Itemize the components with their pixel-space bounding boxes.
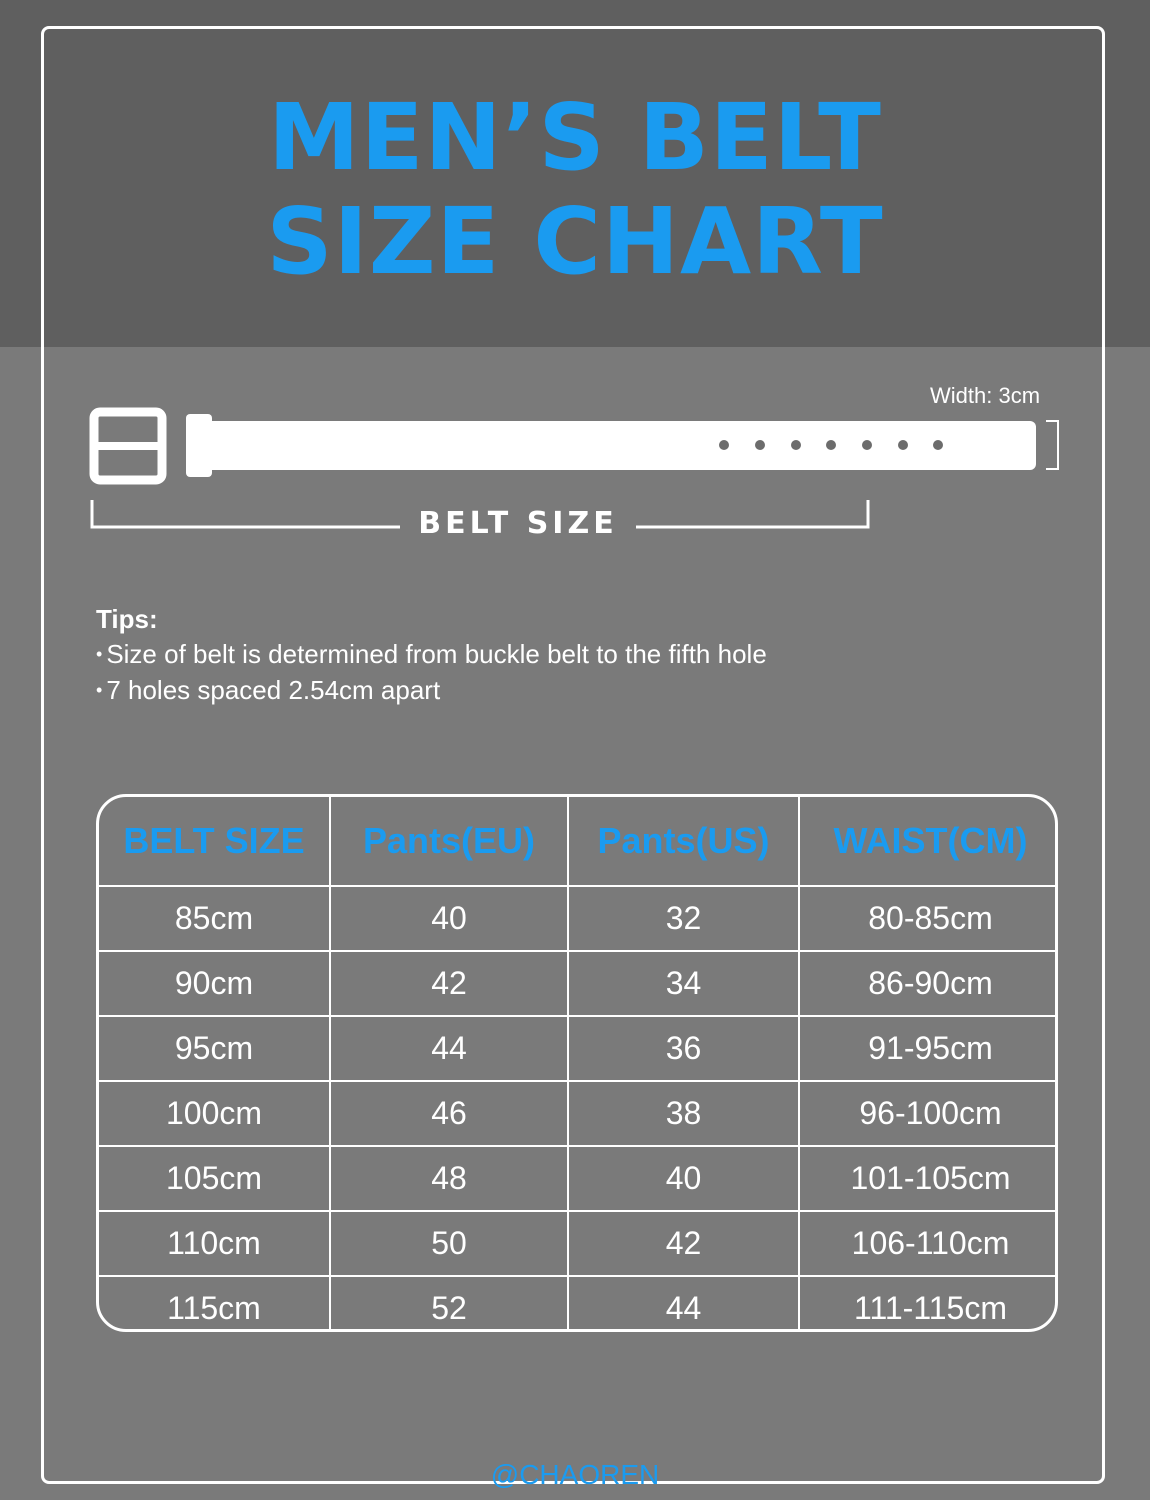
cell-pants-us: 36 [568, 1016, 799, 1081]
table-row [99, 1146, 1058, 1211]
cell-pants-us: 38 [568, 1081, 799, 1146]
table-header-row [99, 797, 1058, 886]
belt-hole [898, 440, 908, 450]
cell-waist: 80-85cm [799, 886, 1058, 951]
cell-pants-us: 40 [568, 1146, 799, 1211]
width-bracket [1046, 421, 1058, 469]
cell-waist: 111-115cm [799, 1276, 1058, 1332]
bullet-icon: • [96, 680, 103, 700]
cell-waist: 91-95cm [799, 1016, 1058, 1081]
belt-keeper [186, 414, 212, 477]
cell-belt-size: 100cm [99, 1081, 330, 1146]
header-waist-cm: WAIST(CM) [799, 797, 1058, 886]
tip-text: Size of belt is determined from buckle belt to the fifth hole [106, 639, 767, 669]
belt-strap [186, 421, 1036, 470]
cell-pants-us: 34 [568, 951, 799, 1016]
tip-item [96, 636, 767, 672]
cell-pants-eu: 42 [330, 951, 568, 1016]
belt-hole [755, 440, 765, 450]
cell-pants-us: 32 [568, 886, 799, 951]
brand-watermark: @CHAOREN [490, 1459, 660, 1490]
belt-hole [826, 440, 836, 450]
cell-belt-size: 95cm [99, 1016, 330, 1081]
cell-pants-us: 44 [568, 1276, 799, 1332]
size-chart-table [96, 794, 1058, 1332]
table-row [99, 1081, 1058, 1146]
header-belt-size: BELT SIZE [99, 797, 330, 886]
cell-pants-eu: 46 [330, 1081, 568, 1146]
tip-item [96, 672, 767, 708]
tips-title: Tips: [96, 604, 158, 634]
belt-hole [862, 440, 872, 450]
header-pants-us: Pants(US) [568, 797, 799, 886]
size-dimension-left [92, 500, 400, 527]
title-line-2: SIZE CHART [266, 188, 884, 295]
cell-waist: 101-105cm [799, 1146, 1058, 1211]
table-row [99, 1276, 1058, 1332]
cell-pants-eu: 40 [330, 886, 568, 951]
table-row [99, 1211, 1058, 1276]
tips-section [96, 602, 767, 708]
table-row [99, 951, 1058, 1016]
belt-hole [791, 440, 801, 450]
belt-size-label: BELT SIZE [418, 506, 618, 541]
cell-waist: 96-100cm [799, 1081, 1058, 1146]
cell-waist: 86-90cm [799, 951, 1058, 1016]
cell-belt-size: 110cm [99, 1211, 330, 1276]
belt-illustration [0, 0, 1150, 560]
cell-belt-size: 85cm [99, 886, 330, 951]
belt-buckle-prong [97, 442, 163, 450]
tip-text: 7 holes spaced 2.54cm apart [106, 675, 441, 705]
cell-pants-eu: 52 [330, 1276, 568, 1332]
cell-pants-eu: 44 [330, 1016, 568, 1081]
cell-belt-size: 90cm [99, 951, 330, 1016]
cell-belt-size: 105cm [99, 1146, 330, 1211]
belt-hole [719, 440, 729, 450]
cell-pants-eu: 48 [330, 1146, 568, 1211]
belt-hole [933, 440, 943, 450]
table-row [99, 886, 1058, 951]
table-row [99, 1016, 1058, 1081]
cell-belt-size: 115cm [99, 1276, 330, 1332]
cell-waist: 106-110cm [799, 1211, 1058, 1276]
belt-width-label: Width: 3cm [930, 383, 1041, 408]
size-dimension-right [636, 500, 868, 527]
cell-pants-eu: 50 [330, 1211, 568, 1276]
title-line-1: MEN’S BELT [268, 84, 882, 191]
bullet-icon: • [96, 644, 103, 664]
header-pants-eu: Pants(EU) [330, 797, 568, 886]
cell-pants-us: 42 [568, 1211, 799, 1276]
